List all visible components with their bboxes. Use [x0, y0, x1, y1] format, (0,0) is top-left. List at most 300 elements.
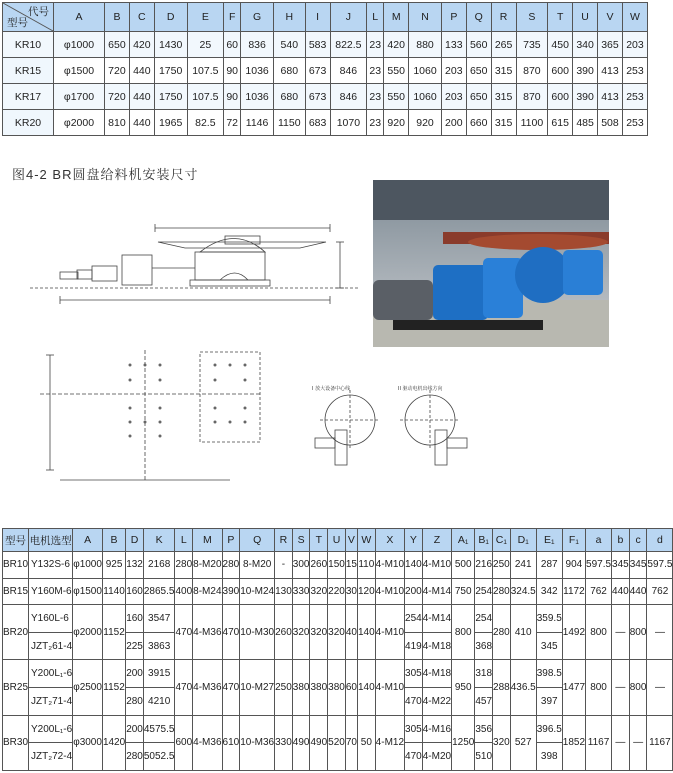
value-cell: 470: [175, 605, 193, 660]
value-cell: 4-M10: [422, 552, 451, 579]
value-cell: 90: [224, 84, 241, 110]
value-cell: 3547: [143, 605, 175, 633]
value-cell: 120: [357, 578, 375, 605]
value-cell: 540: [273, 32, 305, 58]
value-cell: 40: [345, 605, 357, 660]
column-header: M: [193, 529, 222, 552]
value-cell: 846: [330, 58, 367, 84]
value-cell: 315: [491, 110, 516, 136]
value-cell: 1492: [562, 605, 585, 660]
value-cell: 160: [126, 578, 144, 605]
column-header: Q: [240, 529, 275, 552]
column-header: S: [292, 529, 310, 552]
value-cell: 390: [573, 58, 598, 84]
value-cell: 23: [367, 110, 384, 136]
top-table-body: [3, 32, 648, 136]
motor-cell: JZT₂61-4: [29, 632, 73, 660]
value-cell: 650: [466, 58, 491, 84]
value-cell: 398.5: [536, 660, 562, 688]
machine-photo: [373, 180, 609, 347]
value-cell: 330: [275, 715, 293, 770]
value-cell: 4-M36: [193, 605, 222, 660]
value-cell: 1477: [562, 660, 585, 715]
value-cell: 253: [622, 110, 647, 136]
value-cell: φ1500: [73, 578, 103, 605]
value-cell: —: [612, 605, 630, 660]
value-cell: 1167: [586, 715, 612, 770]
value-cell: 320: [328, 605, 346, 660]
column-header: M: [384, 3, 409, 32]
value-cell: 320: [493, 715, 511, 770]
figure-title: 图4-2 BR圆盘给料机安装尺寸: [12, 167, 199, 182]
value-cell: 107.5: [187, 58, 224, 84]
column-header: E₁: [536, 529, 562, 552]
column-header: B: [105, 3, 130, 32]
value-cell: 368: [475, 632, 493, 660]
value-cell: 50: [357, 715, 375, 770]
value-cell: 470: [222, 605, 240, 660]
column-header: K: [143, 529, 175, 552]
value-cell: 345: [629, 552, 647, 579]
value-cell: 253: [622, 58, 647, 84]
value-cell: 8-M20: [240, 552, 275, 579]
value-cell: Y132S-6: [29, 552, 73, 579]
value-cell: 200: [126, 660, 144, 688]
value-cell: 413: [598, 58, 623, 84]
value-cell: 320: [310, 605, 328, 660]
value-cell: BR10: [3, 552, 29, 579]
value-cell: 203: [441, 58, 466, 84]
value-cell: 1036: [241, 84, 274, 110]
column-header: A: [73, 529, 103, 552]
value-cell: 345: [612, 552, 630, 579]
column-header: J: [330, 3, 367, 32]
model-cell: BR30: [3, 715, 29, 770]
value-cell: 1430: [154, 32, 187, 58]
value-cell: -: [275, 552, 293, 579]
value-cell: 550: [384, 58, 409, 84]
column-header: X: [375, 529, 404, 552]
value-cell: 419: [405, 632, 423, 660]
value-cell: φ2000: [54, 110, 105, 136]
value-cell: 836: [241, 32, 274, 58]
column-header: I: [305, 3, 330, 32]
column-header: W: [622, 3, 647, 32]
column-header: B₁: [475, 529, 493, 552]
value-cell: 457: [475, 688, 493, 716]
column-header: A₁: [452, 529, 475, 552]
value-cell: 4-M36: [193, 660, 222, 715]
value-cell: 4-M20: [422, 743, 451, 771]
value-cell: φ2000: [73, 605, 103, 660]
value-cell: 550: [384, 84, 409, 110]
value-cell: 490: [292, 715, 310, 770]
value-cell: 250: [493, 552, 511, 579]
table-row: [3, 660, 673, 688]
value-cell: 583: [305, 32, 330, 58]
value-cell: 4-M36: [193, 715, 222, 770]
value-cell: 150: [328, 552, 346, 579]
value-cell: 107.5: [187, 84, 224, 110]
value-cell: 1250: [452, 715, 475, 770]
value-cell: 410: [510, 605, 536, 660]
value-cell: 4-M16: [422, 715, 451, 743]
value-cell: 1420: [102, 715, 125, 770]
column-header: b: [612, 529, 630, 552]
value-cell: 280: [493, 578, 511, 605]
motor-cell: JZT₂72-4: [29, 743, 73, 771]
value-cell: 253: [622, 84, 647, 110]
value-cell: 800: [452, 605, 475, 660]
value-cell: 720: [105, 84, 130, 110]
value-cell: Y160M-6: [29, 578, 73, 605]
value-cell: 110: [357, 552, 375, 579]
drawing-label-1: I 放大设备中心线: [312, 386, 351, 392]
value-cell: 610: [222, 715, 240, 770]
value-cell: 920: [384, 110, 409, 136]
value-cell: 750: [452, 578, 475, 605]
top-dimension-table: [2, 2, 648, 136]
column-header: 型号: [3, 529, 29, 552]
value-cell: 1060: [409, 58, 442, 84]
value-cell: 1750: [154, 58, 187, 84]
value-cell: 800: [629, 605, 647, 660]
value-cell: 413: [598, 84, 623, 110]
value-cell: 508: [598, 110, 623, 136]
column-header: A: [54, 3, 105, 32]
column-header: D: [126, 529, 144, 552]
value-cell: 200: [405, 578, 423, 605]
value-cell: 90: [224, 58, 241, 84]
value-cell: 1152: [102, 605, 125, 660]
value-cell: 822.5: [330, 32, 367, 58]
value-cell: 1150: [273, 110, 305, 136]
value-cell: 470: [405, 743, 423, 771]
column-header: H: [273, 3, 305, 32]
column-header: B: [102, 529, 125, 552]
value-cell: 390: [573, 84, 598, 110]
table-row: [3, 605, 673, 633]
column-header: U: [328, 529, 346, 552]
value-cell: 470: [405, 688, 423, 716]
value-cell: 597.5: [586, 552, 612, 579]
value-cell: 510: [475, 743, 493, 771]
value-cell: 396.5: [536, 715, 562, 743]
value-cell: 345: [536, 632, 562, 660]
value-cell: 324.5: [510, 578, 536, 605]
column-header: R: [275, 529, 293, 552]
model-cell: KR10: [3, 32, 54, 58]
value-cell: 683: [305, 110, 330, 136]
value-cell: 450: [548, 32, 573, 58]
value-cell: 260: [275, 605, 293, 660]
value-cell: 140: [357, 660, 375, 715]
value-cell: 280: [126, 688, 144, 716]
bottom-dimension-table: [2, 528, 673, 771]
value-cell: 560: [466, 32, 491, 58]
value-cell: 365: [598, 32, 623, 58]
value-cell: 4-M22: [422, 688, 451, 716]
value-cell: 1965: [154, 110, 187, 136]
value-cell: 4-M14: [422, 578, 451, 605]
value-cell: 4-M12: [375, 715, 404, 770]
value-cell: 920: [409, 110, 442, 136]
value-cell: 1152: [102, 660, 125, 715]
value-cell: 4575.5: [143, 715, 175, 743]
value-cell: 597.5: [647, 552, 673, 579]
value-cell: 288: [493, 660, 511, 715]
value-cell: 680: [273, 84, 305, 110]
value-cell: 600: [548, 84, 573, 110]
value-cell: 380: [328, 660, 346, 715]
value-cell: 3915: [143, 660, 175, 688]
table-row: [3, 578, 673, 605]
value-cell: 380: [310, 660, 328, 715]
value-cell: φ3000: [73, 715, 103, 770]
value-cell: 440: [629, 578, 647, 605]
column-header: P: [222, 529, 240, 552]
value-cell: 800: [629, 660, 647, 715]
value-cell: 5052.5: [143, 743, 175, 771]
value-cell: 200: [126, 715, 144, 743]
value-cell: 527: [510, 715, 536, 770]
value-cell: —: [612, 660, 630, 715]
value-cell: 254: [475, 578, 493, 605]
value-cell: 241: [510, 552, 536, 579]
value-cell: 320: [310, 578, 328, 605]
value-cell: 1172: [562, 578, 585, 605]
value-cell: 485: [573, 110, 598, 136]
bottom-table-header-row: [3, 529, 673, 552]
value-cell: 4-M10: [375, 552, 404, 579]
value-cell: 398: [536, 743, 562, 771]
motor-cell: JZT₂71-4: [29, 688, 73, 716]
value-cell: 680: [273, 58, 305, 84]
column-header: Q: [466, 3, 491, 32]
value-cell: 23: [367, 84, 384, 110]
value-cell: 600: [175, 715, 193, 770]
column-header: D₁: [510, 529, 536, 552]
value-cell: 10-M27: [240, 660, 275, 715]
value-cell: 1060: [409, 84, 442, 110]
value-cell: 287: [536, 552, 562, 579]
value-cell: 470: [222, 660, 240, 715]
model-cell: BR20: [3, 605, 29, 660]
column-header: T: [310, 529, 328, 552]
value-cell: 380: [292, 660, 310, 715]
value-cell: 810: [105, 110, 130, 136]
value-cell: 440: [612, 578, 630, 605]
value-cell: 846: [330, 84, 367, 110]
column-header: 电机选型: [29, 529, 73, 552]
value-cell: 420: [129, 32, 154, 58]
corner-header-cell: [3, 3, 54, 32]
table-row: [3, 58, 648, 84]
value-cell: 250: [275, 660, 293, 715]
value-cell: 132: [126, 552, 144, 579]
column-header: a: [586, 529, 612, 552]
model-cell: BR25: [3, 660, 29, 715]
value-cell: φ1700: [54, 84, 105, 110]
table-row: [3, 552, 673, 579]
value-cell: 200: [441, 110, 466, 136]
value-cell: 673: [305, 58, 330, 84]
column-header: U: [573, 3, 598, 32]
column-header: c: [629, 529, 647, 552]
column-header: D: [154, 3, 187, 32]
value-cell: 1100: [516, 110, 548, 136]
model-cell: KR17: [3, 84, 54, 110]
value-cell: 15: [345, 552, 357, 579]
value-cell: 60: [345, 660, 357, 715]
value-cell: 254: [405, 605, 423, 633]
value-cell: 400: [175, 578, 193, 605]
value-cell: φ1500: [54, 58, 105, 84]
value-cell: —: [647, 660, 673, 715]
value-cell: 220: [328, 578, 346, 605]
column-header: L: [367, 3, 384, 32]
value-cell: 342: [536, 578, 562, 605]
column-header: C₁: [493, 529, 511, 552]
value-cell: 440: [129, 84, 154, 110]
value-cell: 8-M20: [193, 552, 222, 579]
value-cell: 23: [367, 32, 384, 58]
value-cell: BR15: [3, 578, 29, 605]
column-header: C: [129, 3, 154, 32]
value-cell: 305: [405, 715, 423, 743]
value-cell: 1070: [330, 110, 367, 136]
value-cell: 397: [536, 688, 562, 716]
column-header: F: [224, 3, 241, 32]
value-cell: 8-M24: [193, 578, 222, 605]
value-cell: 133: [441, 32, 466, 58]
model-cell: KR15: [3, 58, 54, 84]
value-cell: 870: [516, 84, 548, 110]
value-cell: 203: [441, 84, 466, 110]
top-table-header-row: [3, 3, 648, 32]
value-cell: 305: [405, 660, 423, 688]
value-cell: 2168: [143, 552, 175, 579]
value-cell: 1750: [154, 84, 187, 110]
column-header: T: [548, 3, 573, 32]
table-row: [3, 84, 648, 110]
value-cell: 500: [452, 552, 475, 579]
value-cell: 600: [548, 58, 573, 84]
value-cell: 1140: [102, 578, 125, 605]
value-cell: 320: [292, 605, 310, 660]
value-cell: 1852: [562, 715, 585, 770]
value-cell: 470: [175, 660, 193, 715]
value-cell: —: [647, 605, 673, 660]
value-cell: 140: [405, 552, 423, 579]
value-cell: 660: [466, 110, 491, 136]
value-cell: 3863: [143, 632, 175, 660]
value-cell: 800: [586, 605, 612, 660]
column-header: R: [491, 3, 516, 32]
value-cell: 880: [409, 32, 442, 58]
column-header: V: [345, 529, 357, 552]
corner-model-label: 型号: [7, 17, 28, 29]
value-cell: 23: [367, 58, 384, 84]
value-cell: 280: [222, 552, 240, 579]
value-cell: φ1000: [73, 552, 103, 579]
value-cell: 650: [105, 32, 130, 58]
column-header: L: [175, 529, 193, 552]
value-cell: 340: [573, 32, 598, 58]
value-cell: 4-M10: [375, 578, 404, 605]
value-cell: 30: [345, 578, 357, 605]
value-cell: 1167: [647, 715, 673, 770]
value-cell: 950: [452, 660, 475, 715]
value-cell: 60: [224, 32, 241, 58]
column-header: S: [516, 3, 548, 32]
value-cell: 216: [475, 552, 493, 579]
column-header: Y: [405, 529, 423, 552]
value-cell: 673: [305, 84, 330, 110]
value-cell: 1036: [241, 58, 274, 84]
table-row: [3, 715, 673, 743]
column-header: d: [647, 529, 673, 552]
model-cell: KR20: [3, 110, 54, 136]
value-cell: 130: [275, 578, 293, 605]
value-cell: 72: [224, 110, 241, 136]
value-cell: —: [629, 715, 647, 770]
value-cell: 10-M36: [240, 715, 275, 770]
value-cell: 420: [384, 32, 409, 58]
value-cell: 140: [357, 605, 375, 660]
value-cell: 390: [222, 578, 240, 605]
value-cell: 436.5: [510, 660, 536, 715]
value-cell: φ1000: [54, 32, 105, 58]
table-row: [3, 32, 648, 58]
value-cell: —: [612, 715, 630, 770]
column-header: G: [241, 3, 274, 32]
value-cell: 318: [475, 660, 493, 688]
value-cell: 315: [491, 84, 516, 110]
value-cell: 356: [475, 715, 493, 743]
column-header: V: [598, 3, 623, 32]
value-cell: 2865.5: [143, 578, 175, 605]
value-cell: 800: [586, 660, 612, 715]
value-cell: 359.5: [536, 605, 562, 633]
drawing-label-2: II 驱动电机出线方向: [398, 386, 443, 392]
table-row: [3, 110, 648, 136]
value-cell: 10-M30: [240, 605, 275, 660]
value-cell: 4-M10: [375, 605, 404, 660]
corner-code-label: 代号: [28, 6, 49, 18]
value-cell: 904: [562, 552, 585, 579]
value-cell: 315: [491, 58, 516, 84]
motor-cell: Y200L₁-6: [29, 660, 73, 688]
value-cell: 4210: [143, 688, 175, 716]
value-cell: 4-M14: [422, 605, 451, 633]
column-header: W: [357, 529, 375, 552]
value-cell: 925: [102, 552, 125, 579]
value-cell: 4-M10: [375, 660, 404, 715]
value-cell: 260: [310, 552, 328, 579]
value-cell: 490: [310, 715, 328, 770]
plan-drawing: [30, 350, 510, 500]
value-cell: 4-M18: [422, 632, 451, 660]
value-cell: 300: [292, 552, 310, 579]
value-cell: 280: [493, 605, 511, 660]
value-cell: 1146: [241, 110, 274, 136]
value-cell: 762: [586, 578, 612, 605]
value-cell: 520: [328, 715, 346, 770]
value-cell: 10-M24: [240, 578, 275, 605]
value-cell: 203: [622, 32, 647, 58]
value-cell: 870: [516, 58, 548, 84]
